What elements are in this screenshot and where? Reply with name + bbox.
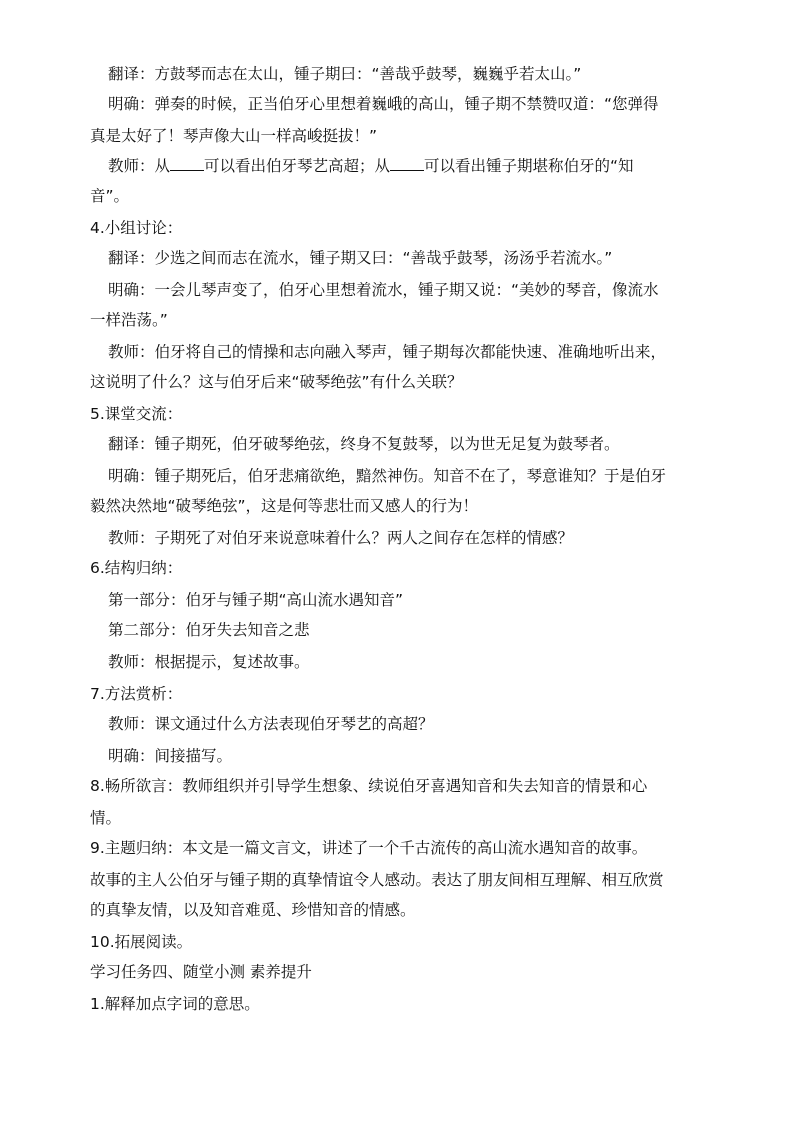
translation-line: 翻译：方鼓琴而志在太山，锺子期曰：“善哉乎鼓琴，巍巍乎若太山。” [108, 65, 582, 83]
section-9-cont-1: 故事的主人公伯牙与锺子期的真挚情谊令人感动。表达了朋友间相互理解、相互欣赏 [90, 871, 664, 889]
fill-blank-1 [170, 156, 204, 171]
teacher-question-line-cont: 音”。 [90, 187, 130, 205]
clarification-line-cont: 真是太好了！琴声像大山一样高峻挺拔！” [90, 127, 378, 145]
teacher-line-cont: 这说明了什么？这与伯牙后来“破琴绝弦”有什么关联？ [90, 373, 463, 391]
section-heading-8: 8.畅所欲言：教师组织并引导学生想象、续说伯牙喜遇知音和失去知音的情景和心 [90, 777, 648, 795]
section-heading-7: 7.方法赏析： [90, 685, 183, 703]
task-four-heading: 学习任务四、随堂小测 素养提升 [90, 963, 312, 981]
section-heading-5: 5.课堂交流： [90, 405, 183, 423]
section-8-cont: 情。 [90, 809, 122, 827]
structure-part-1: 第一部分：伯牙与锺子期“高山流水遇知音” [108, 591, 404, 609]
section-heading-10: 10.拓展阅读。 [90, 933, 193, 951]
quiz-item-1: 1.解释加点字词的意思。 [90, 995, 260, 1013]
clarification-line: 明确：弹奏的时候，正当伯牙心里想着巍峨的高山，锺子期不禁赞叹道：“您弹得 [108, 95, 659, 113]
fill-blank-2 [390, 156, 424, 171]
clarification-line: 明确：一会儿琴声变了，伯牙心里想着流水，锺子期又说：“美妙的琴音，像流水 [108, 281, 659, 299]
teacher-line: 教师：子期死了对伯牙来说意味着什么？两人之间存在怎样的情感？ [108, 529, 574, 547]
translation-line: 翻译：少选之间而志在流水，锺子期又曰：“善哉乎鼓琴，汤汤乎若流水。” [108, 249, 613, 267]
teacher-question-part-1: 教师：从 [108, 157, 171, 175]
clarification-line-cont: 一样浩荡。” [90, 311, 168, 329]
teacher-question-part-2: 可以看出伯牙琴艺高超；从 [204, 157, 391, 175]
clarification-line-cont: 毅然决然地“破琴绝弦”，这是何等悲壮而又感人的行为！ [90, 497, 479, 515]
section-9-cont-2: 的真挚友情，以及知音难觅、珍惜知音的情感。 [90, 901, 416, 919]
teacher-line: 教师：根据提示，复述故事。 [108, 653, 310, 671]
teacher-line: 教师：课文通过什么方法表现伯牙琴艺的高超？ [108, 715, 434, 733]
structure-part-2: 第二部分：伯牙失去知音之悲 [108, 621, 310, 639]
clarification-line: 明确：间接描写。 [108, 747, 233, 765]
section-heading-6: 6.结构归纳： [90, 559, 183, 577]
clarification-line: 明确：锺子期死后，伯牙悲痛欲绝，黯然神伤。知音不在了，琴意谁知？于是伯牙 [108, 467, 667, 485]
section-heading-9: 9.主题归纳：本文是一篇文言文，讲述了一个千古流传的高山流水遇知音的故事。 [90, 839, 648, 857]
section-heading-4: 4.小组讨论： [90, 219, 183, 237]
teacher-question-part-3: 可以看出锺子期堪称伯牙的“知 [424, 157, 634, 175]
teacher-question-line [108, 156, 634, 176]
translation-line: 翻译：锺子期死，伯牙破琴绝弦，终身不复鼓琴，以为世无足复为鼓琴者。 [108, 435, 620, 453]
teacher-line: 教师：伯牙将自己的情操和志向融入琴声，锺子期每次都能快速、准确地听出来， [108, 343, 667, 361]
